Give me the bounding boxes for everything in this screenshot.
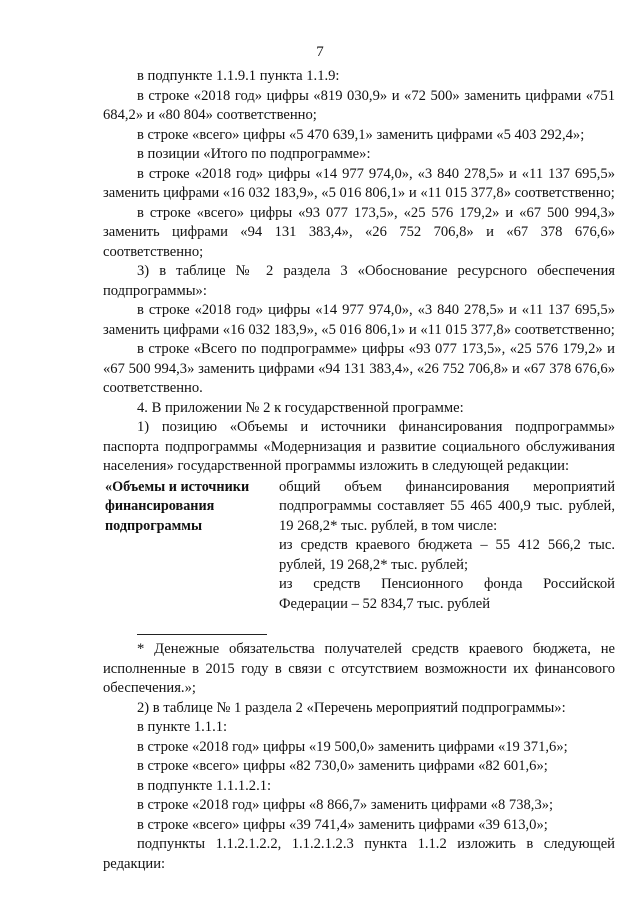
paragraph: в строке «2018 год» цифры «14 977 974,0», «3 840 278,5» и «11 137 695,5» заменить цифрами «16 032 183,9», «5 016 806,1» и «11 015 377,8» соответственно; [103,165,615,201]
table-value-cell [277,478,615,615]
paragraph: 1) позицию «Объемы и источники финансирования подпрограммы» паспорта подпрограммы «Модернизация и развитие социального обслуживания населения» государственной программы изложить в следующей редакции: [103,419,615,474]
paragraph: в строке «всего» цифры «39 741,4» заменить цифрами «39 613,0»; [137,816,548,833]
table-value-line: общий объем финансирования мероприятий подпрограммы составляет 55 465 400,9 тыс. рублей, 19 268,2* тыс. рублей, в том числе: [279,478,615,534]
paragraph: в подпункте 1.1.9.1 пункта 1.1.9: [137,68,340,84]
table-value-line: из средств Пенсионного фонда Российской Федерации – 52 834,7 тыс. рублей [279,576,615,612]
footnote: * Денежные обязательства получателей средств краевого бюджета, не исполненные в 2015 году в связи с отсутствием возможности их финансового обеспечения.»; [103,641,615,696]
footnote-separator [137,634,267,635]
paragraph: 2) в таблице № 1 раздела 2 «Перечень мероприятий подпрограммы»: [137,699,566,716]
paragraph: в строке «2018 год» цифры «8 866,7» заменить цифрами «8 738,3»; [137,797,554,813]
paragraph: в позиции «Итого по подпрограмме»: [137,146,371,162]
page-number: 7 [316,44,324,60]
table-value-line: из средств краевого бюджета – 55 412 566,2 тыс. рублей, 19 268,2* тыс. рублей; [279,537,615,573]
paragraph: в строке «2018 год» цифры «819 030,9» и «72 500» заменить цифрами «751 684,2» и «80 804» соответственно; [103,87,615,123]
paragraph: в строке «всего» цифры «93 077 173,5», «25 576 179,2» и «67 500 994,3» заменить цифрами «94 131 383,4», «26 752 706,8» и «67 378 676,6» соответственно; [103,204,615,260]
paragraph: в строке «2018 год» цифры «14 977 974,0», «3 840 278,5» и «11 137 695,5» заменить цифрами «16 032 183,9», «5 016 806,1» и «11 015 377,8» соответственно; [103,302,615,338]
paragraph: в строке «всего» цифры «5 470 639,1» заменить цифрами «5 403 292,4»; [137,126,585,143]
paragraph: в строке «всего» цифры «82 730,0» заменить цифрами «82 601,6»; [137,758,548,774]
paragraph: в строке «Всего по подпрограмме» цифры «93 077 173,5», «25 576 179,2» и «67 500 994,3» заменить цифрами «94 131 383,4», «26 752 706,8» и «67 378 676,6» соответственно. [103,341,615,396]
table-label-cell: «Объемы и источники финансирования подпрограммы [105,478,250,534]
paragraph: подпункты 1.1.2.1.2.2, 1.1.2.1.2.3 пункта 1.1.2 изложить в следующей редакции: [103,836,615,872]
paragraph: в строке «2018 год» цифры «19 500,0» заменить цифрами «19 371,6»; [137,738,568,755]
paragraph: 3) в таблице № 2 раздела 3 «Обоснование ресурсного обеспечения подпрограммы»: [103,263,615,299]
financing-table [101,478,615,615]
document-body [103,67,615,874]
paragraph: в пункте 1.1.1: [137,719,228,735]
paragraph: в подпункте 1.1.1.2.1: [137,777,272,794]
paragraph: 4. В приложении № 2 к государственной программе: [137,399,464,416]
